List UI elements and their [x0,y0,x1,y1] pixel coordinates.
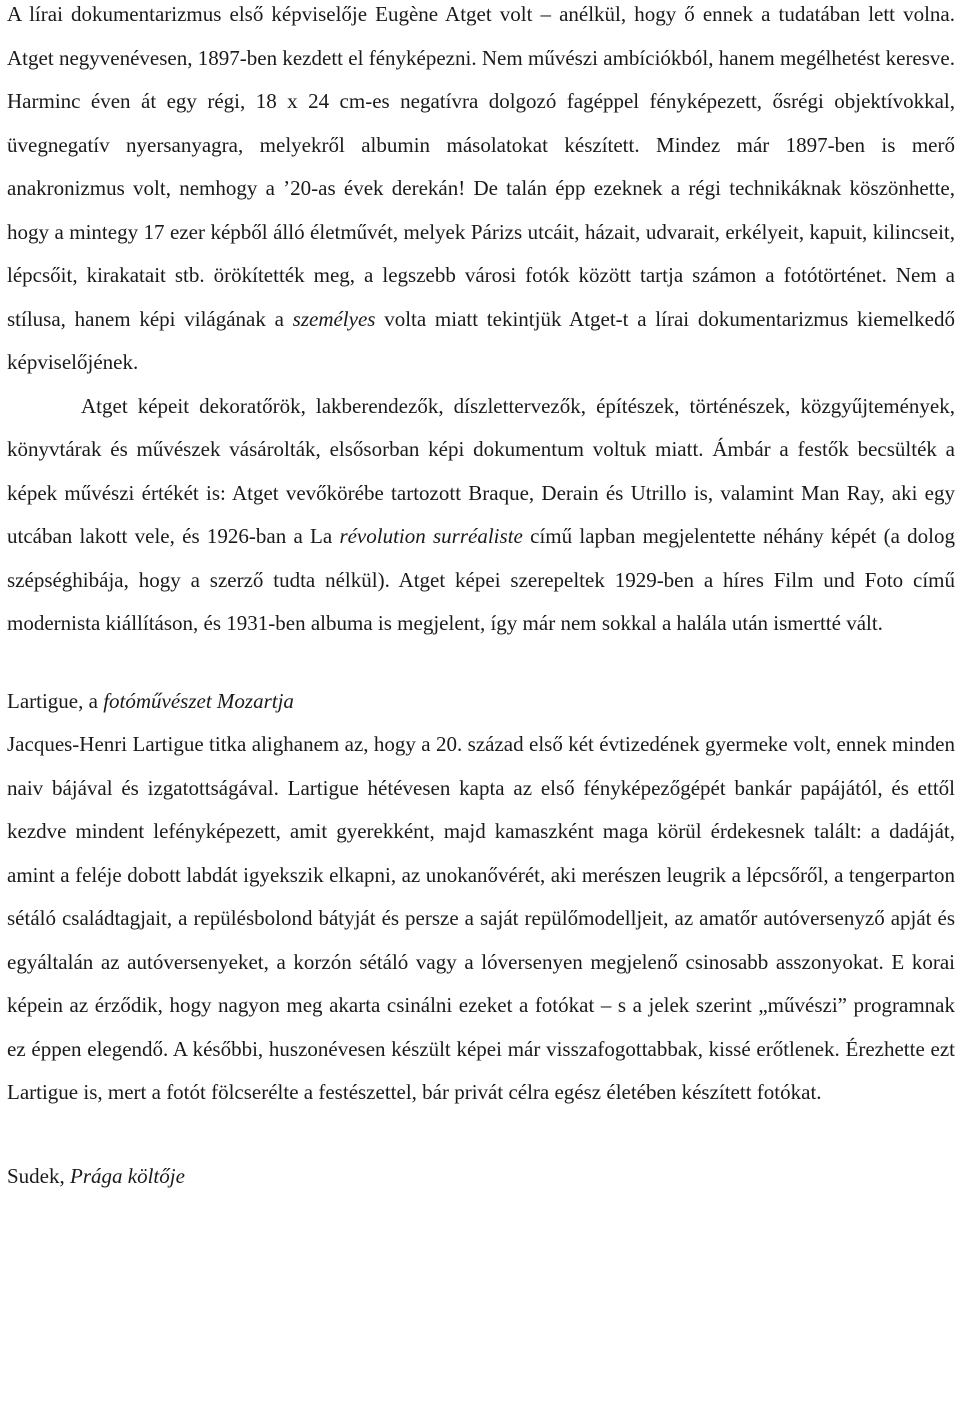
document-page [7,0,955,1198]
paragraph-atget-intro [7,0,955,385]
paragraph-atget-buyers [7,385,955,646]
heading-emphasis: Prága költője [70,1163,185,1188]
paragraph-lartigue: Jacques-Henri Lartigue titka alighanem az, hogy a 20. század első két évtizedének gyermeke volt, ennek minden naiv bájával és izgatottságával. Lartigue hétévesen kapta az első fényképezőgépét bankár papájától, és ettől kezdve mindent lefényképezett, amit gyerekként, majd kamaszként maga körül érdekesnek talált: a dadáját, amint a feléje dobott labdát igyekszik elkapni, az unokanővérét, aki merészen leugrik a lépcsőről, a tengerparton sétáló családtagjait, a repülésbolond bátyját és persze a saját repülőmodelljeit, az amatőr autóversenyző apját és egyáltalán az autóversenyeket, a korzón sétáló vagy a lóversenyen megjelenő csinosabb asszonyokat. E korai képein az érződik, hogy nagyon meg akarta csinálni ezeket a fotókat – s a jelek szerint „művészi” programnak ez éppen elegendő. A későbbi, huszonévesen készült képei már visszafogottabbak, kissé erőtlenek. Érezhette ezt Lartigue is, mert a fotót fölcserélte a festészettel, bár privát célra egész életében készített fotókat. [7,732,955,1104]
emphasis-text: személyes [292,306,376,331]
paragraph-text: Atget képeit dekoratőrök, lakberendezők, díszlettervezők, építészek, történészek, közgyűjtemények, könyvtárak és művészek vásárolták, elsősorban képi dokumentum voltuk miatt. Ámbár a festők becsülték a képek művészi értékét is: Atget vevőkörébe tartozott Braque, Derain és Utrillo is, valamint Man Ray, aki egy utcában lakott vele, és 1926-ban a La [7,393,955,548]
section-heading-lartigue [7,680,955,724]
heading-text: Sudek, [7,1163,70,1188]
heading-text: Lartigue, a [7,688,104,713]
heading-emphasis: fotóművészet Mozartja [103,688,294,713]
section-heading-sudek [7,1155,955,1199]
paragraph-text: A lírai dokumentarizmus első képviselője Eugène Atget volt – anélkül, hogy ő ennek a tudatában lett volna. Atget negyvenévesen, 1897-ben kezdett el fényképezni. Nem művészi ambíciókból, hanem megélhetést keresve. Harminc éven át egy régi, 18 x 24 cm-es negatívra dolgozó fagéppel fényképezett, ősrégi objektívokkal, üvegnegatív nyersanyagra, melyekről albumin másolatokat készített. Mindez már 1897-ben is merő anakronizmus volt, nemhogy a ’20-as évek derekán! De talán épp ezeknek a régi technikáknak köszönhette, hogy a mintegy 17 ezer képből álló életművét, melyek Párizs utcáit, házait, udvarait, erkélyeit, kapuit, kilincseit, lépcsőit, kirakatait stb. örökítették meg, a legszebb városi fotók között tartja számon a fotótörténet. Nem a stílusa, hanem képi világának a [7,2,955,331]
emphasis-text: révolution surréaliste [339,524,523,548]
paragraph-text: című lapban megjelentette néhány képét (a dolog szépséghibája, hogy a szerző tudta nélkül). Atget képei szerepeltek 1929-ben a híres Film und Foto című modernista kiállításon, és 1931-ben albuma is megjelent, így már nem sokkal a halála után ismertté vált. [7,524,956,635]
paragraph-text: volta miatt tekintjük Atget-t a lírai dokumentarizmus kiemelkedő képviselőjének. [7,306,955,374]
